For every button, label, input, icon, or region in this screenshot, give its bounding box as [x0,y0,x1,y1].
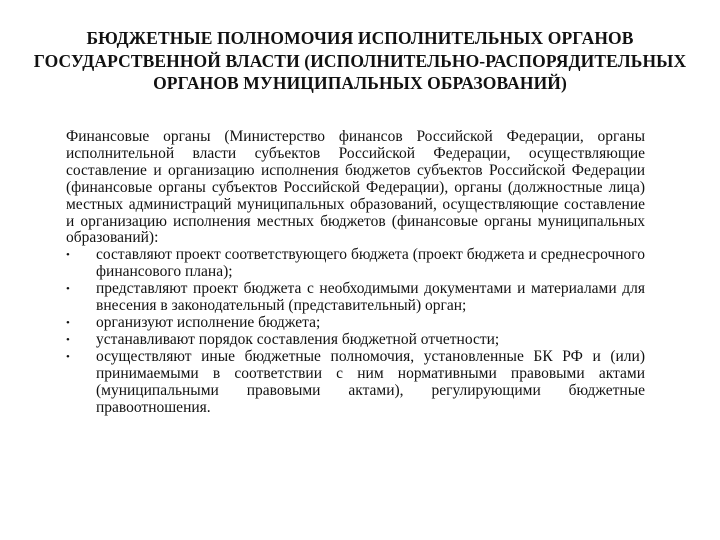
bullet-item [66,349,645,417]
bullet-text: представляют проект бюджета с необходимыми документами и материалами для внесения в законодательный (представительный) орган; [96,280,645,315]
bullet-text: составляют проект соответствующего бюджета (проект бюджета и среднесрочного финансового плана); [96,246,645,281]
bullet-dot-icon: • [66,350,70,363]
bullet-text: осуществляют иные бюджетные полномочия, установленные БК РФ и (или) принимаемыми в соответствии с ним нормативными правовыми актами (муниципальными правовыми актами), регулирующими бюджетные правоотношения. [96,347,645,416]
bullet-dot-icon: • [66,333,70,346]
bullet-dot-icon: • [66,316,70,329]
slide-title: БЮДЖЕТНЫЕ ПОЛНОМОЧИЯ ИСПОЛНИТЕЛЬНЫХ ОРГАНОВ ГОСУДАРСТВЕННОЙ ВЛАСТИ (ИСПОЛНИТЕЛЬНО-РАСПОРЯДИТЕЛЬНЫХ ОРГАНОВ МУНИЦИПАЛЬНЫХ ОБРАЗОВАНИЙ) [33,28,687,93]
bullet-text: устанавливают порядок составления бюджетной отчетности; [96,330,500,348]
bullet-text: организуют исполнение бюджета; [96,313,321,331]
bullet-item [66,247,645,281]
bullet-dot-icon: • [66,249,70,262]
intro-paragraph: Финансовые органы (Министерство финансов Российской Федерации, органы исполнительной власти субъектов Российской Федерации, осуществляющие составление и организацию исполнения бюджетов субъектов Российской Федерации (финансовые органы субъектов Российской Федерации), органы (должностные лица) местных администраций муниципальных образований, осуществляющие составление и организацию исполнения местных бюджетов (финансовые органы муниципальных образований): [66,128,645,247]
bullet-list [66,247,645,416]
slide-body [66,129,645,416]
bullet-item [66,315,645,332]
bullet-item [66,281,645,315]
bullet-item [66,332,645,349]
bullet-dot-icon: • [66,283,70,296]
